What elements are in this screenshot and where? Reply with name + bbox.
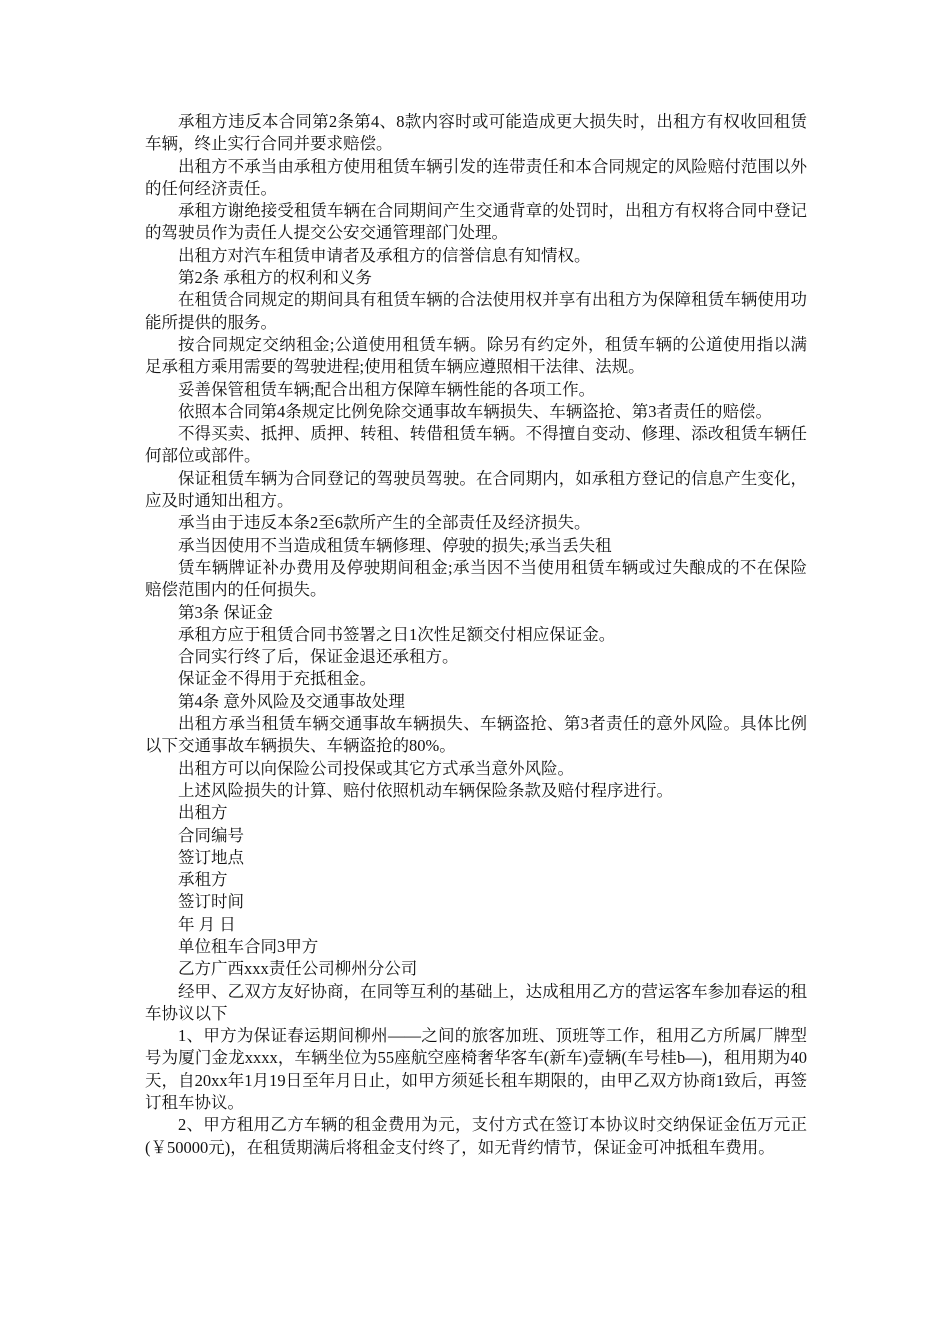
paragraph: 合同实行终了后，保证金退还承租方。 [178,647,459,667]
paragraph: 2、甲方租用乙方车辆的租金费用为元，支付方式在签订本协议时交纳保证金伍万元正(￥50000元)，在租赁期满后将租金支付终了，如无背约情节，保证金可冲抵租车费用。 [145,1115,807,1157]
paragraph: 承当由于违反本条2至6款所产生的全部责任及经济损失。 [178,513,591,533]
form-field-label: 出租方 [178,803,228,823]
paragraph: 妥善保管租赁车辆;配合出租方保障车辆性能的各项工作。 [178,379,596,399]
party-line: 乙方广西xxx责任公司柳州分公司 [178,959,418,979]
paragraph: 出租方承当租赁车辆交通事故车辆损失、车辆盗抢、第3者责任的意外风险。具体比例以下交通事故车辆损失、车辆盗抢的80%。 [145,714,807,756]
paragraph: 保证金不得用于充抵租金。 [178,669,376,689]
section-heading: 第2条 承租方的权利和义务 [178,268,372,288]
form-field-label: 承租方 [178,870,228,890]
date-line: 年 月 日 [178,914,236,934]
paragraph: 承当因使用不当造成租赁车辆修理、停驶的损失;承当丢失租 [178,535,612,555]
form-field-label: 合同编号 [178,825,244,845]
paragraph: 1、甲方为保证春运期间柳州——之间的旅客加班、顶班等工作，租用乙方所属厂牌型号为厦门金龙xxxx，车辆坐位为55座航空座椅奢华客车(新车)壹辆(车号桂b—)，租用期为40天，自20xx年1月19日至年月日止，如甲方须延长租车期限的，由甲乙双方协商1致后，再签订租车协议。 [145,1026,807,1113]
paragraph: 出租方不承当由承租方使用租赁车辆引发的连带责任和本合同规定的风险赔付范围以外的任何经济责任。 [145,156,807,198]
paragraph: 依照本合同第4条规定比例免除交通事故车辆损失、车辆盗抢、第3者责任的赔偿。 [178,401,772,421]
paragraph: 保证租赁车辆为合同登记的驾驶员驾驶。在合同期内，如承租方登记的信息产生变化，应及时通知出租方。 [145,468,807,511]
paragraph: 赁车辆牌证补办费用及停驶期间租金;承当因不当使用租赁车辆或过失酿成的不在保险赔偿范围内的任何损失。 [145,557,807,600]
paragraph: 出租方可以向保险公司投保或其它方式承当意外风险。 [178,758,574,778]
form-field-label: 签订时间 [178,892,244,912]
document-page [145,111,807,1159]
paragraph: 上述风险损失的计算、赔付依照机动车辆保险条款及赔付程序进行。 [178,780,673,800]
paragraph: 按合同规定交纳租金;公道使用租赁车辆。除另有约定外，租赁车辆的公道使用指以满足承租方乘用需要的驾驶进程;使用租赁车辆应遵照相干法律、法规。 [145,334,807,377]
paragraph: 在租赁合同规定的期间具有租赁车辆的合法使用权并享有出租方为保障租赁车辆使用功能所提供的服务。 [145,290,807,332]
paragraph: 承租方应于租赁合同书签署之日1次性足额交付相应保证金。 [178,624,616,644]
section-heading: 第4条 意外风险及交通事故处理 [178,691,405,711]
paragraph: 经甲、乙双方友好协商，在同等互利的基础上，达成租用乙方的营运客车参加春运的租车协议以下 [145,981,807,1023]
contract-title-line: 单位租车合同3甲方 [178,936,319,956]
section-heading: 第3条 保证金 [178,602,273,622]
paragraph: 出租方对汽车租赁申请者及承租方的信誉信息有知情权。 [178,245,591,265]
paragraph: 承租方谢绝接受租赁车辆在合同期间产生交通背章的处罚时，出租方有权将合同中登记的驾驶员作为责任人提交公安交通管理部门处理。 [145,201,807,243]
paragraph: 承租方违反本合同第2条第4、8款内容时或可能造成更大损失时，出租方有权收回租赁车辆，终止实行合同并要求赔偿。 [145,112,807,154]
paragraph: 不得买卖、抵押、质押、转租、转借租赁车辆。不得擅自变动、修理、添改租赁车辆任何部位或部件。 [145,424,807,466]
form-field-label: 签订地点 [178,847,244,867]
